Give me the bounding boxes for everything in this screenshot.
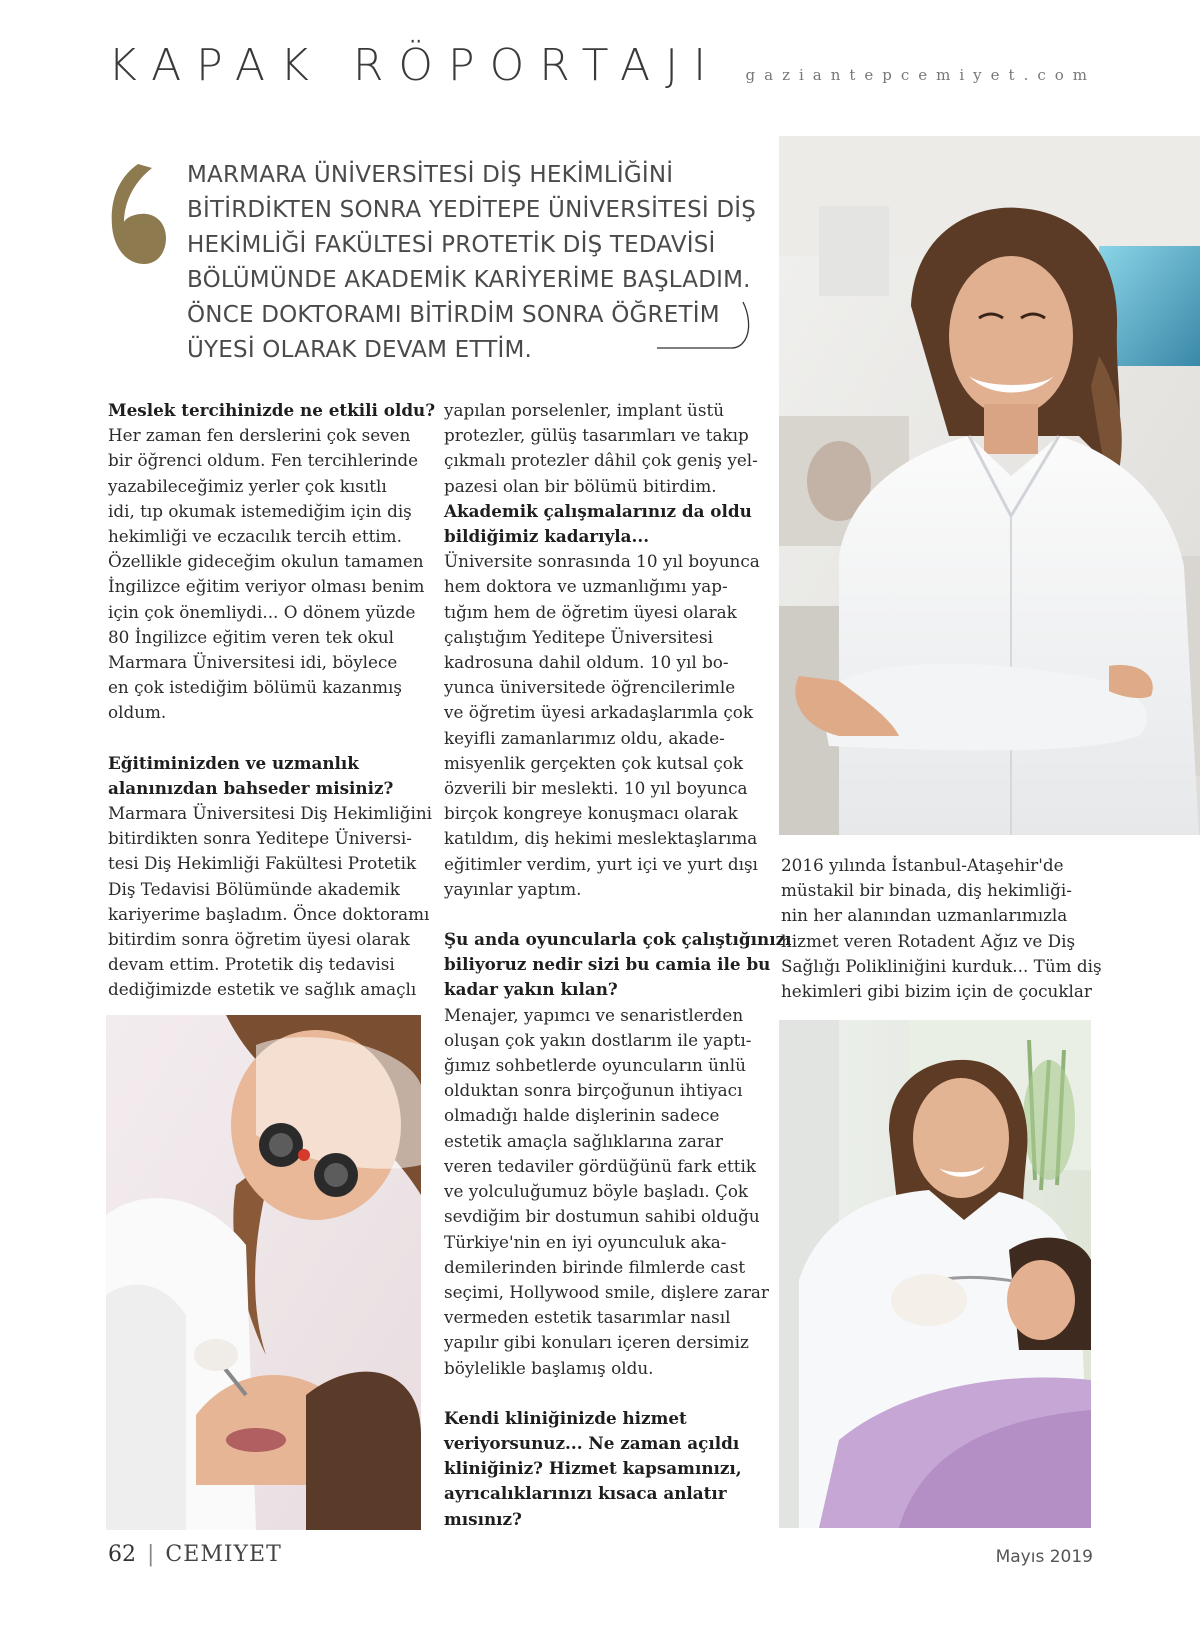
footer-page-info xyxy=(108,1542,282,1567)
text-column-2 xyxy=(444,398,792,1532)
text-line: oluşan çok yakın dostlarım ile yaptı- xyxy=(444,1029,752,1050)
text-line: 2016 yılında İstanbul-Ataşehir'de xyxy=(781,855,1064,875)
question-heading xyxy=(444,1406,754,1532)
text-line: Eğitiminizden ve uzmanlık xyxy=(108,752,359,773)
text-line: bir öğrenci oldum. Fen tercihlerinde xyxy=(108,450,419,471)
answer-paragraph xyxy=(108,423,425,725)
pull-quote-line: ÖNCE DOKTORAMI BİTİRDİM SONRA ÖĞRETİM xyxy=(187,302,720,328)
magazine-name: CEMIYET xyxy=(165,1542,282,1567)
text-line: birçok kongreye konuşmacı olarak xyxy=(444,803,738,824)
text-line: keyifli zamanlarımız oldu, akade- xyxy=(444,727,725,748)
text-line: tığım hem de öğretim üyesi olarak xyxy=(444,601,737,622)
answer-paragraph xyxy=(444,398,758,499)
text-line: Diş Tedavisi Bölümünde akademik xyxy=(108,878,400,899)
page-number: 62 xyxy=(108,1542,136,1567)
clinic-patient-photo xyxy=(779,1020,1091,1528)
text-line: için çok önemliydi... O dönem yüzde xyxy=(108,601,416,622)
footer-separator: | xyxy=(147,1542,155,1567)
text-line: kadrosuna dahil oldum. 10 yıl bo- xyxy=(444,652,729,673)
text-line: Şu anda oyuncularla çok çalıştığınızı xyxy=(444,929,792,950)
pull-quote-line: BÖLÜMÜNDE AKADEMİK KARİYERİME BAŞLADIM. xyxy=(187,267,751,293)
text-line: yapılan porselenler, implant üstü xyxy=(444,400,725,420)
text-line: oldum. xyxy=(108,702,167,723)
text-line: mısınız? xyxy=(444,1508,522,1529)
text-line: yazabileceğimiz yerler çok kısıtlı xyxy=(108,475,387,496)
question-heading xyxy=(444,927,792,1003)
pull-quote-line: BİTİRDİKTEN SONRA YEDİTEPE ÜNİVERSİTESİ DİŞ xyxy=(187,197,757,223)
issue-date: Mayıs 2019 xyxy=(995,1547,1093,1567)
text-line: bitirdim sonra öğretim üyesi olarak xyxy=(108,929,410,950)
text-line: Üniversite sonrasında 10 yıl boyunca xyxy=(444,551,760,572)
text-line: yapılır gibi konuları içeren dersimiz xyxy=(444,1332,749,1353)
text-line: misyenlik gerçekten çok kutsal çok xyxy=(444,752,744,773)
text-line: eğitimler verdim, yurt içi ve yurt dışı xyxy=(444,853,758,874)
text-line: Marmara Üniversitesi idi, böylece xyxy=(108,652,398,673)
text-line: hekimleri gibi bizim için de çocuklar xyxy=(781,981,1092,1002)
text-line: veren tedaviler gördüğünü fark ettik xyxy=(444,1155,757,1176)
text-line: alanınızdan bahseder misiniz? xyxy=(108,777,394,798)
doctor-portrait-photo xyxy=(779,136,1200,835)
text-line: hem doktora ve uzmanlığımı yap- xyxy=(444,576,728,597)
text-line: İngilizce eğitim veriyor olması benim xyxy=(108,576,425,597)
text-line: olmadığı halde dişlerinin sadece xyxy=(444,1105,720,1126)
text-line: Meslek tercihinizde ne etkili oldu? xyxy=(108,400,436,420)
text-line: bildiğimiz kadarıyla... xyxy=(444,526,650,547)
text-line: çalıştığım Yeditepe Üniversitesi xyxy=(444,626,713,647)
text-line: idi, tıp okumak istemediğim için diş xyxy=(108,500,412,521)
text-line: ve yolculuğumuz böyle başladı. Çok xyxy=(444,1181,749,1202)
pull-quote-line: ÜYESİ OLARAK DEVAM ETTİM. xyxy=(187,337,533,363)
text-line: böylelikle başlamış oldu. xyxy=(444,1357,654,1378)
text-line: katıldım, diş hekimi meslektaşlarıma xyxy=(444,828,758,849)
site-url[interactable]: gaziantepcemiyet.com xyxy=(745,66,1096,84)
text-line: 80 İngilizce eğitim veren tek okul xyxy=(108,626,395,647)
text-line: demilerinden birinde filmlerde cast xyxy=(444,1256,746,1277)
answer-paragraph xyxy=(781,853,1102,1004)
text-line: Marmara Üniversitesi Diş Hekimliğini xyxy=(108,803,433,824)
text-line: estetik amaçla sağlıklarına zarar xyxy=(444,1130,723,1151)
dentist-treatment-photo xyxy=(106,1015,421,1530)
section-title: KAPAK RÖPORTAJI xyxy=(108,40,722,91)
answer-paragraph xyxy=(444,549,760,902)
question-heading xyxy=(444,499,754,549)
text-line: pazesi olan bir bölümü bitirdim. xyxy=(444,475,717,496)
text-line: kliniğiniz? Hizmet kapsamınızı, xyxy=(444,1458,742,1479)
text-line: bitirdikten sonra Yeditepe Üniversi- xyxy=(108,828,412,849)
text-line: vermeden estetik tasarımlar nasıl xyxy=(444,1307,731,1328)
text-line: ve öğretim üyesi arkadaşlarımla çok xyxy=(444,702,754,723)
text-line: özverili bir meslekti. 10 yıl boyunca xyxy=(444,778,748,799)
text-line: ayrıcalıklarınızı kısaca anlatır xyxy=(444,1483,727,1504)
text-line: Her zaman fen derslerini çok seven xyxy=(108,425,411,446)
text-line: Kendi kliniğinizde hizmet xyxy=(444,1407,687,1428)
text-line: dediğimizde estetik ve sağlık amaçlı xyxy=(108,979,417,1000)
text-line: kariyerime başladım. Önce doktoramı xyxy=(108,903,430,924)
text-line: biliyoruz nedir sizi bu camia ile bu xyxy=(444,954,771,975)
text-line: Menajer, yapımcı ve senaristlerden xyxy=(444,1004,744,1025)
text-line: kadar yakın kılan? xyxy=(444,979,618,1000)
text-line: nin her alanından uzmanlarımızla xyxy=(781,905,1068,926)
text-line: yayınlar yaptım. xyxy=(444,878,582,899)
text-line: hekimliği ve eczacılık tercih ettim. xyxy=(108,526,402,547)
text-line: Özellikle gideceğim okulun tamamen xyxy=(108,551,424,572)
quote-mark-icon xyxy=(108,160,168,272)
text-line: yunca üniversitede öğrencilerimle xyxy=(444,677,736,698)
pull-quote-line: HEKİMLİĞİ FAKÜLTESİ PROTETİK DİŞ TEDAVİSİ xyxy=(187,232,716,258)
question-heading xyxy=(108,398,436,423)
text-column-1 xyxy=(108,398,436,1003)
text-line: en çok istediğim bölümü kazanmış xyxy=(108,677,402,698)
text-line: seçimi, Hollywood smile, dişlere zarar xyxy=(444,1281,769,1302)
text-line: Sağlığı Polikliniğini kurduk... Tüm diş xyxy=(781,955,1102,976)
question-heading xyxy=(108,751,418,801)
text-line: çıkmalı protezler dâhil çok geniş yel- xyxy=(444,450,758,471)
text-line: veriyorsunuz... Ne zaman açıldı xyxy=(444,1432,740,1453)
text-line: sevdiğim bir dostumun sahibi olduğu xyxy=(444,1206,760,1227)
pull-quote-line: MARMARA ÜNİVERSİTESİ DİŞ HEKİMLİĞİNİ xyxy=(187,162,674,188)
text-line: olduktan sonra birçoğunun ihtiyacı xyxy=(444,1080,743,1101)
answer-paragraph xyxy=(444,1003,769,1381)
text-line: Türkiye'nin en iyi oyunculuk aka- xyxy=(444,1231,727,1252)
text-line: hizmet veren Rotadent Ağız ve Diş xyxy=(781,930,1076,951)
text-line: tesi Diş Hekimliği Fakültesi Protetik xyxy=(108,853,417,874)
text-line: devam ettim. Protetik diş tedavisi xyxy=(108,954,395,975)
text-line: protezler, gülüş tasarımları ve takıp xyxy=(444,425,749,446)
text-line: Akademik çalışmalarınız da oldu xyxy=(444,500,752,521)
quote-close-bracket xyxy=(655,300,755,360)
text-line: müstakil bir binada, diş hekimliği- xyxy=(781,880,1072,901)
text-column-3 xyxy=(781,853,1102,1004)
text-line: ğımız sohbetlerde oyuncuların ünlü xyxy=(444,1055,746,1076)
answer-paragraph xyxy=(108,801,433,1003)
